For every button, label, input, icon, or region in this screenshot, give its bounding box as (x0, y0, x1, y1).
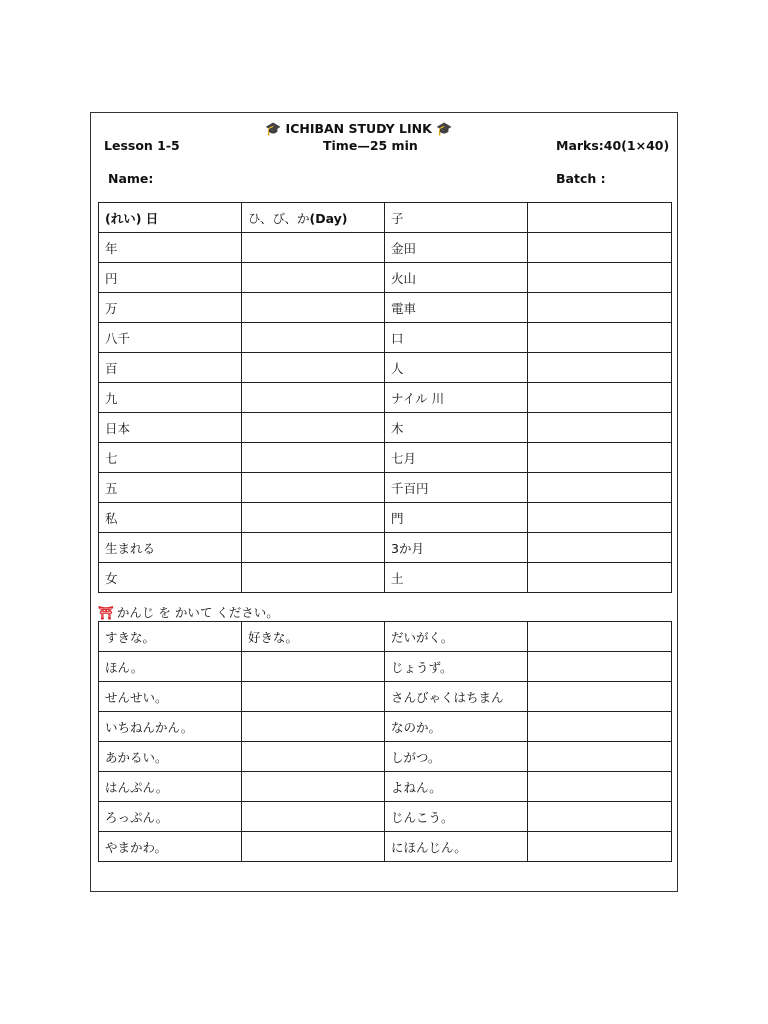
kana-cell: なのか。 (385, 712, 528, 742)
graduation-cap-icon: 🎓 (265, 122, 282, 137)
answer-cell[interactable] (528, 353, 672, 383)
answer-cell[interactable] (528, 832, 672, 862)
kanji-cell: 日本 (99, 413, 242, 443)
table-row (99, 652, 672, 682)
kanji-cell: 土 (385, 563, 528, 593)
answer-cell[interactable] (528, 742, 672, 772)
table-row (99, 802, 672, 832)
answer-cell[interactable] (528, 802, 672, 832)
kana-writing-table (98, 621, 672, 862)
answer-cell[interactable] (528, 323, 672, 353)
graduation-cap-icon: 🎓 (436, 122, 453, 137)
kana-cell: だいがく。 (385, 622, 528, 652)
answer-cell[interactable] (242, 832, 385, 862)
kana-cell: よねん。 (385, 772, 528, 802)
answer-cell[interactable] (242, 682, 385, 712)
kana-cell: すきな。 (99, 622, 242, 652)
answer-cell[interactable] (242, 293, 385, 323)
answer-cell[interactable] (528, 383, 672, 413)
answer-cell[interactable] (242, 233, 385, 263)
kanji-cell: 九 (99, 383, 242, 413)
kanji-cell: ナイル 川 (385, 383, 528, 413)
answer-cell[interactable] (528, 652, 672, 682)
answer-cell[interactable] (242, 413, 385, 443)
answer-cell[interactable] (242, 533, 385, 563)
kanji-cell: 八千 (99, 323, 242, 353)
table-row (99, 832, 672, 862)
kanji-cell: 金田 (385, 233, 528, 263)
time-label: Time—25 min (323, 138, 418, 153)
answer-cell[interactable] (242, 323, 385, 353)
kanji-cell: 子 (385, 203, 528, 233)
kanji-cell: 人 (385, 353, 528, 383)
kana-cell: はんぷん。 (99, 772, 242, 802)
kanji-cell: 円 (99, 263, 242, 293)
answer-cell[interactable] (528, 413, 672, 443)
answer-cell[interactable] (528, 533, 672, 563)
kana-cell: さんびゃくはちまん (385, 682, 528, 712)
kana-cell: ろっぷん。 (99, 802, 242, 832)
answer-cell[interactable] (242, 503, 385, 533)
table-row (99, 473, 672, 503)
kanji-cell: 3か月 (385, 533, 528, 563)
batch-label: Batch : (556, 171, 606, 186)
table-row (99, 353, 672, 383)
kanji-cell: 五 (99, 473, 242, 503)
answer-cell[interactable] (242, 563, 385, 593)
kanji-cell: 木 (385, 413, 528, 443)
answer-cell[interactable] (528, 443, 672, 473)
torii-gate-icon: ⛩ (98, 605, 114, 620)
table-row (99, 742, 672, 772)
answer-cell[interactable] (528, 203, 672, 233)
answer-cell[interactable] (242, 802, 385, 832)
kanji-cell: 千百円 (385, 473, 528, 503)
kana-cell: あかるい。 (99, 742, 242, 772)
kanji-cell: 七 (99, 443, 242, 473)
kana-cell: しがつ。 (385, 742, 528, 772)
kanji-cell: 私 (99, 503, 242, 533)
answer-cell[interactable] (242, 263, 385, 293)
kanji-cell: 門 (385, 503, 528, 533)
kanji-cell: 口 (385, 323, 528, 353)
table-row (99, 533, 672, 563)
name-label: Name: (108, 171, 154, 186)
answer-cell[interactable] (528, 473, 672, 503)
answer-cell[interactable] (242, 772, 385, 802)
table-row (99, 443, 672, 473)
kanji-cell: 火山 (385, 263, 528, 293)
answer-cell[interactable] (242, 712, 385, 742)
kanji-cell: 七月 (385, 443, 528, 473)
kanji-cell: 電車 (385, 293, 528, 323)
kana-cell: せんせい。 (99, 682, 242, 712)
instruction-text: かんじ を かいて ください。 (116, 605, 279, 620)
kanji-cell: 生まれる (99, 533, 242, 563)
table-row (99, 323, 672, 353)
table-row (99, 772, 672, 802)
lesson-label: Lesson 1-5 (104, 138, 180, 153)
title-text: ICHIBAN STUDY LINK (285, 121, 432, 136)
table-row (99, 622, 672, 652)
section2-instruction (98, 603, 279, 621)
example-reading: ひ、び、か(Day) (242, 203, 385, 233)
answer-cell[interactable] (242, 353, 385, 383)
table-row (99, 233, 672, 263)
worksheet (90, 112, 678, 892)
kanji-cell: 百 (99, 353, 242, 383)
kanji-cell: 女 (99, 563, 242, 593)
marks-label: Marks:40(1×40) (556, 138, 670, 153)
answer-cell[interactable] (528, 712, 672, 742)
answer-cell[interactable] (242, 652, 385, 682)
kana-cell: やまかわ。 (99, 832, 242, 862)
answer-cell[interactable] (528, 772, 672, 802)
table-row (99, 203, 672, 233)
table-row (99, 503, 672, 533)
worksheet-title (265, 121, 452, 137)
answer-cell[interactable] (528, 293, 672, 323)
answer-cell[interactable] (528, 682, 672, 712)
table-row (99, 383, 672, 413)
answer-cell[interactable] (528, 563, 672, 593)
answer-cell[interactable] (528, 503, 672, 533)
answer-cell[interactable] (528, 233, 672, 263)
example-kanji: (れい) 日 (99, 203, 242, 233)
table-row (99, 413, 672, 443)
kana-cell: にほんじん。 (385, 832, 528, 862)
answer-cell[interactable] (528, 263, 672, 293)
answer-cell[interactable] (528, 622, 672, 652)
kanji-cell: 万 (99, 293, 242, 323)
answer-cell[interactable] (242, 383, 385, 413)
kanji-reading-table (98, 202, 672, 593)
answer-cell[interactable] (242, 443, 385, 473)
table-row (99, 682, 672, 712)
table-row (99, 263, 672, 293)
kana-cell: ほん。 (99, 652, 242, 682)
table-row (99, 293, 672, 323)
answer-cell[interactable] (242, 742, 385, 772)
table-row (99, 712, 672, 742)
kanji-cell: 年 (99, 233, 242, 263)
kana-cell: いちねんかん。 (99, 712, 242, 742)
answer-cell: 好きな。 (242, 622, 385, 652)
kana-cell: じょうず。 (385, 652, 528, 682)
kana-cell: じんこう。 (385, 802, 528, 832)
answer-cell[interactable] (242, 473, 385, 503)
table-row (99, 563, 672, 593)
